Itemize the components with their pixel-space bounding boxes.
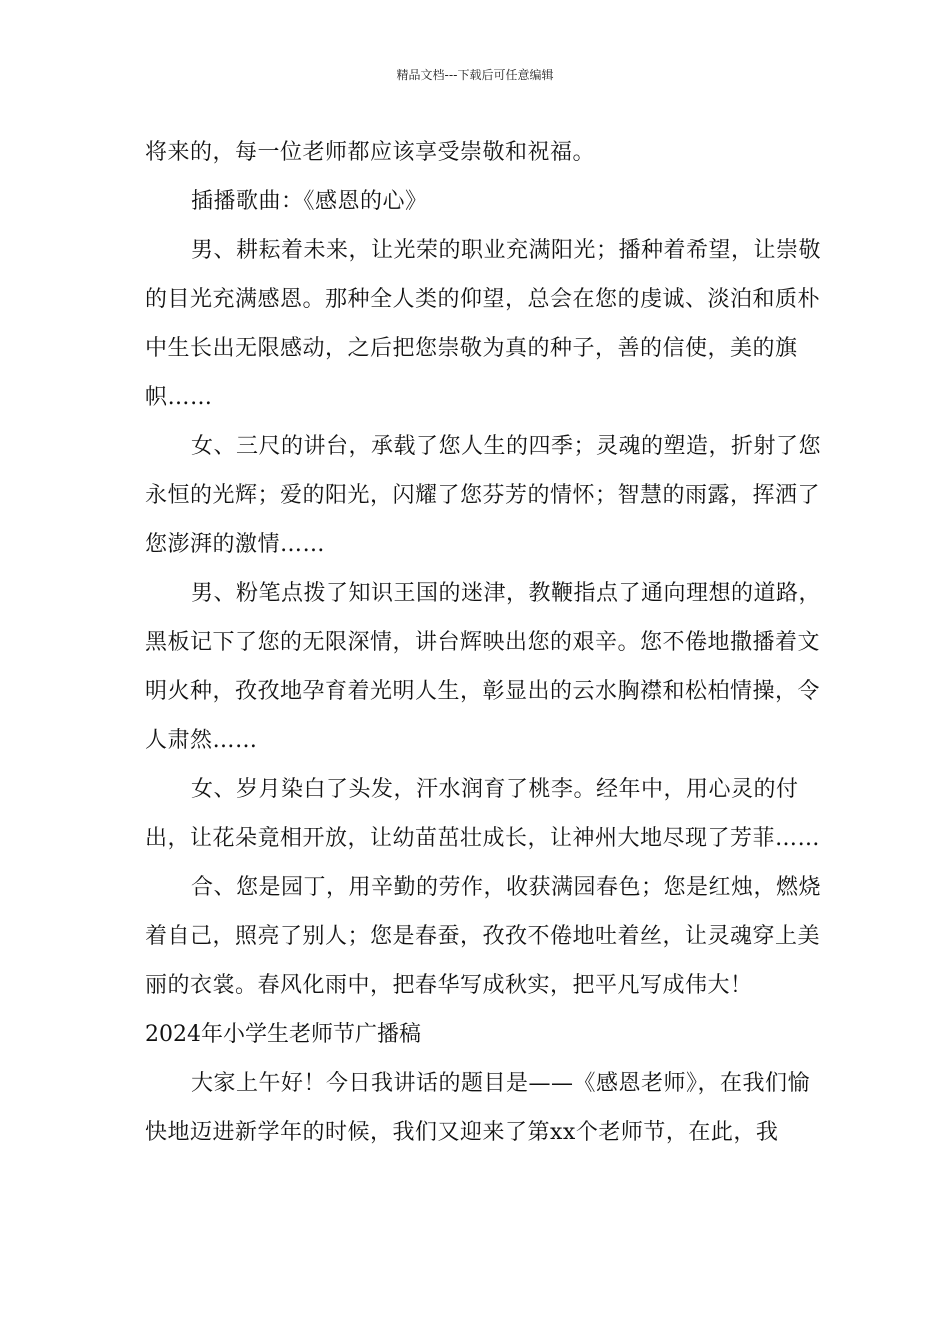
paragraph-female-2: 女、岁月染白了头发，汗水润育了桃李。经年中，用心灵的付出，让花朵竟相开放，让幼苗茁壮成长，让神州大地尽现了芳菲…… <box>145 777 821 851</box>
paragraph-male-1: 男、耕耘着未来，让光荣的职业充满阳光；播种着希望，让崇敬的目光充满感恩。那种全人类的仰望，总会在您的虔诚、淡泊和质朴中生长出无限感动，之后把您崇敬为真的种子，善的信使，美的旗帜…… <box>145 238 822 410</box>
page-header: 精品文档---下载后可任意编辑 <box>396 68 554 82</box>
section-title: 2024年小学生老师节广播稿 <box>145 1022 421 1047</box>
paragraph-continuation: 将来的，每一位老师都应该享受崇敬和祝福。 <box>145 140 596 165</box>
document-body <box>145 128 825 1157</box>
paragraph-song-insert: 插播歌曲：《感恩的心》 <box>191 189 428 214</box>
paragraph-speech-intro: 大家上午好！今日我讲话的题目是——《感恩老师》，在我们愉快地迈进新学年的时候，我们又迎来了第xx个老师节，在此，我 <box>145 1071 811 1145</box>
paragraph-female-1: 女、三尺的讲台，承载了您人生的四季；灵魂的塑造，折射了您永恒的光辉；爱的阳光，闪耀了您芬芳的情怀；智慧的雨露，挥洒了您澎湃的激情…… <box>145 434 822 557</box>
paragraph-together: 合、您是园丁，用辛勤的劳作，收获满园春色；您是红烛，燃烧着自己，照亮了别人；您是春蚕，孜孜不倦地吐着丝，让灵魂穿上美丽的衣裳。春风化雨中，把春华写成秋实，把平凡写成伟大！ <box>145 875 822 998</box>
paragraph-male-2: 男、粉笔点拨了知识王国的迷津，教鞭指点了通向理想的道路，黑板记下了您的无限深情，讲台辉映出您的艰辛。您不倦地撒播着文明火种，孜孜地孕育着光明人生，彰显出的云水胸襟和松柏情操，令人肃然…… <box>145 581 822 753</box>
